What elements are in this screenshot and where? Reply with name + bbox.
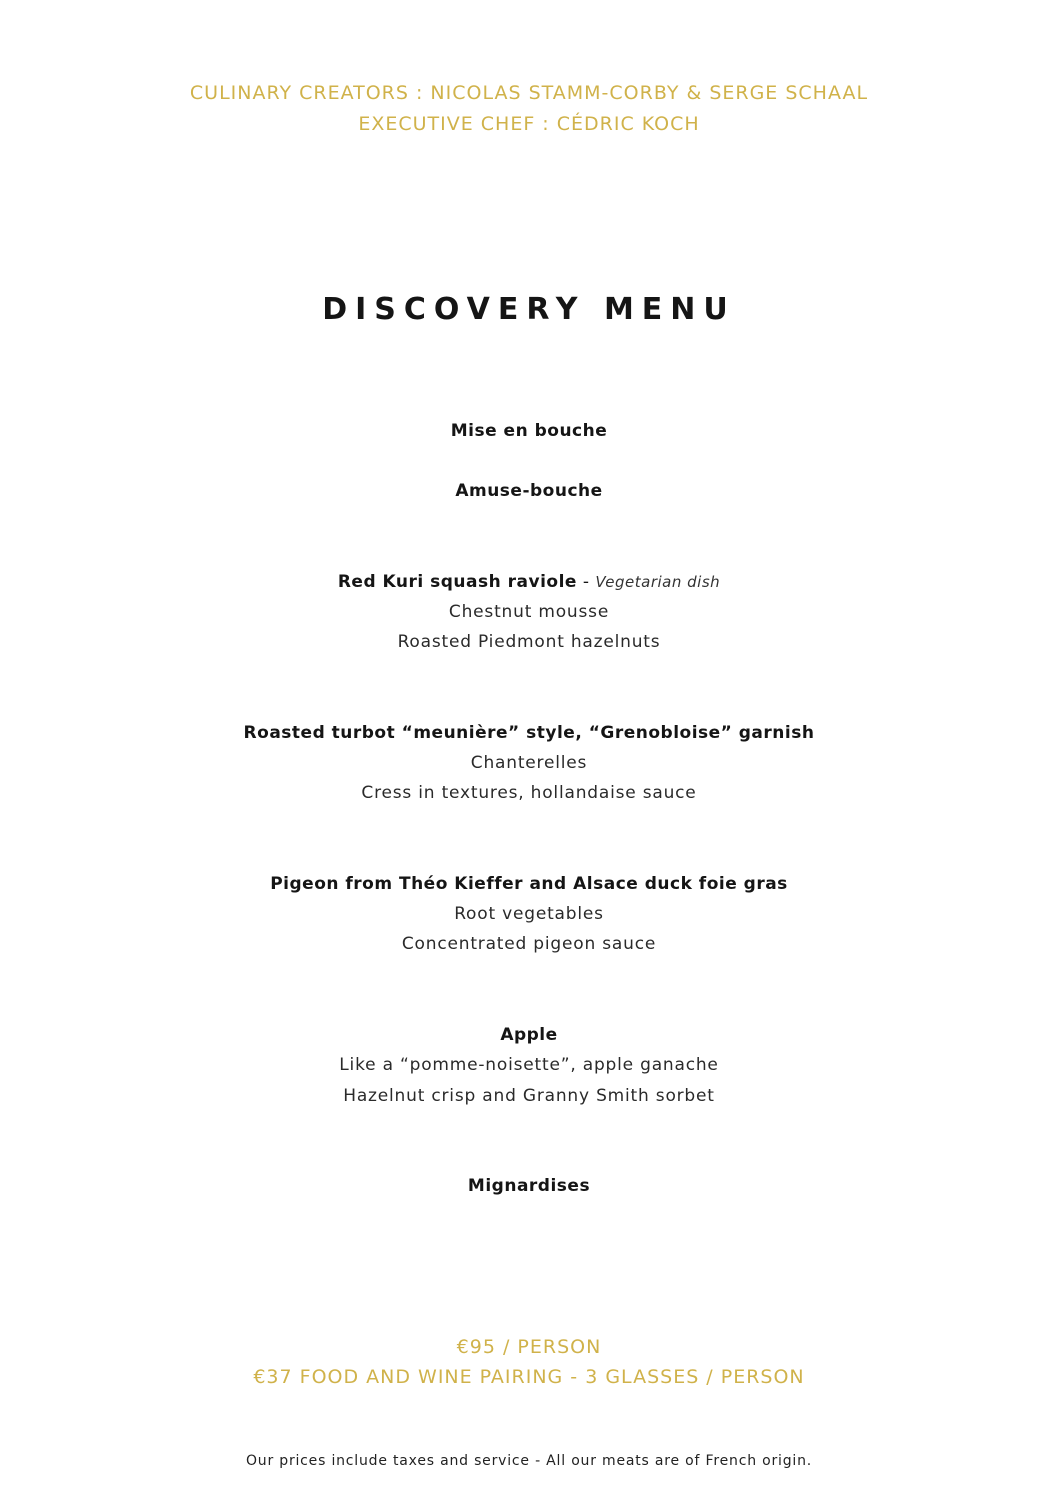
course-title-red-kuri-raviole — [0, 572, 1058, 592]
title-separator: - — [576, 572, 596, 592]
vegetarian-tag: Vegetarian dish — [595, 573, 721, 591]
course-title-text: Red Kuri squash raviole — [337, 572, 577, 592]
course-description-line: Root vegetables — [454, 904, 604, 924]
course-title-pigeon: Pigeon from Théo Kieffer and Alsace duck foie gras — [270, 874, 788, 894]
course-title-mignardises: Mignardises — [467, 1176, 591, 1196]
course-description-line: Chestnut mousse — [448, 602, 610, 622]
course-description-line: Roasted Piedmont hazelnuts — [397, 632, 661, 652]
menu-price: €95 / PERSON — [456, 1336, 602, 1358]
course-description-line: Hazelnut crisp and Granny Smith sorbet — [343, 1086, 715, 1106]
course-title-roasted-turbot: Roasted turbot “meunière” style, “Grenobloise” garnish — [243, 723, 815, 743]
course-title-amuse-bouche: Amuse-bouche — [455, 481, 603, 501]
executive-chef-credit: EXECUTIVE CHEF : CÉDRIC KOCH — [358, 113, 700, 135]
course-description-line: Chanterelles — [470, 753, 588, 773]
culinary-creators-credit: CULINARY CREATORS : NICOLAS STAMM-CORBY & SERGE SCHAAL — [189, 82, 869, 104]
course-description-line: Cress in textures, hollandaise sauce — [361, 783, 697, 803]
course-description-line: Concentrated pigeon sauce — [401, 934, 657, 954]
menu-title: DISCOVERY MENU — [322, 292, 736, 327]
course-description-line: Like a “pomme-noisette”, apple ganache — [339, 1055, 719, 1075]
course-title-mise-en-bouche: Mise en bouche — [450, 421, 608, 441]
course-title-apple: Apple — [500, 1025, 558, 1045]
footer-note: Our prices include taxes and service - All our meats are of French origin. — [245, 1453, 813, 1469]
wine-pairing-price: €37 FOOD AND WINE PAIRING - 3 GLASSES / PERSON — [253, 1366, 805, 1388]
